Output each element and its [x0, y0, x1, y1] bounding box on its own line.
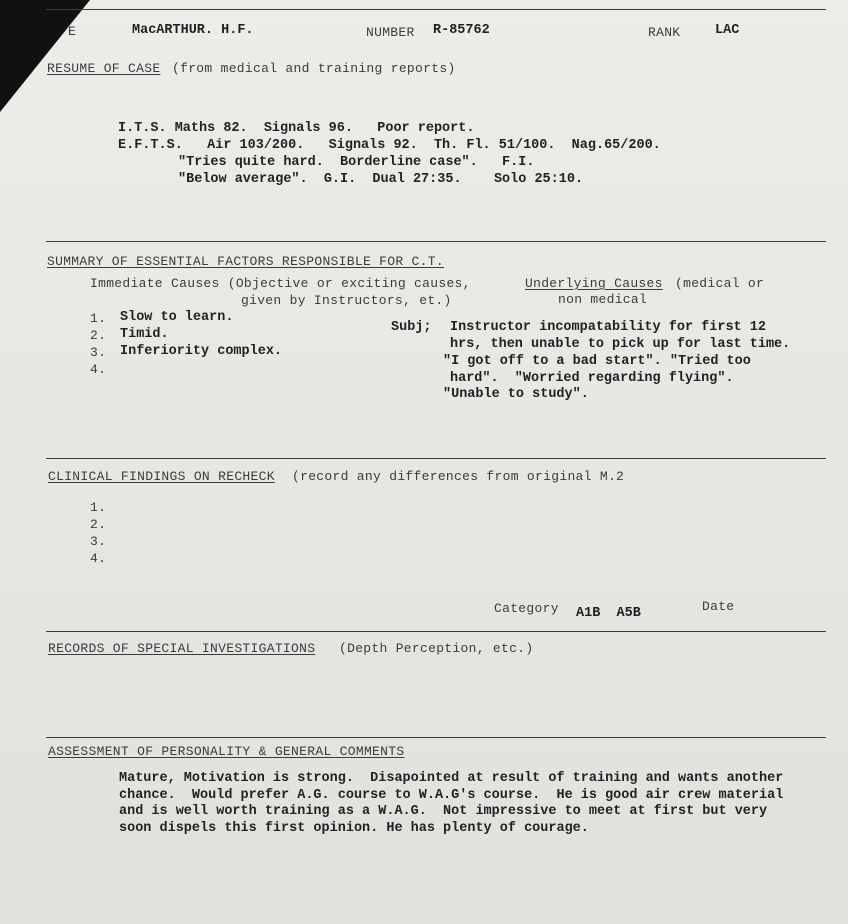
number-value: R-85762	[433, 23, 490, 38]
special-heading-note: (Depth Perception, etc.)	[339, 641, 534, 656]
number-label: NUMBER	[366, 25, 415, 40]
date-label: Date	[702, 599, 735, 614]
special-heading: RECORDS OF SPECIAL INVESTIGATIONS	[48, 641, 316, 656]
cause-4-number: 4.	[90, 362, 107, 377]
cause-3-number: 3.	[90, 345, 107, 360]
assessment-line-2: chance. Would prefer A.G. course to W.A.G's course. He is good air crew material	[119, 788, 784, 803]
name-value: MacARTHUR. H.F.	[132, 23, 254, 38]
underlying-line-4: hard". "Worried regarding flying".	[450, 371, 734, 386]
special-rule	[46, 631, 826, 632]
underlying-causes-note-2: non medical	[558, 292, 648, 307]
underlying-line-5: "Unable to study".	[443, 387, 589, 402]
assessment-line-4: soon dispels this first opinion. He has plenty of courage.	[119, 821, 589, 836]
torn-corner	[0, 0, 90, 112]
clinical-item-3: 3.	[90, 534, 107, 549]
category-label: Category	[494, 601, 559, 616]
underlying-line-3: "I got off to a bad start". "Tried too	[443, 354, 751, 369]
name-label: E	[68, 24, 77, 39]
clinical-heading-note: (record any differences from original M.2	[292, 469, 625, 484]
rank-value: LAC	[715, 23, 740, 38]
clinical-item-4: 4.	[90, 551, 107, 566]
resume-line-4: "Below average". G.I. Dual 27:35. Solo 25:10.	[178, 172, 584, 187]
category-value: A1B A5B	[576, 606, 641, 621]
resume-line-3: "Tries quite hard. Borderline case". F.I.	[178, 155, 535, 170]
cause-1-text: Slow to learn.	[120, 310, 234, 325]
cause-2-number: 2.	[90, 328, 107, 343]
summary-rule	[46, 241, 826, 242]
resume-line-2: E.F.T.S. Air 103/200. Signals 92. Th. Fl. 51/100. Nag.65/200.	[118, 138, 661, 153]
clinical-heading: CLINICAL FINDINGS ON RECHECK	[48, 469, 275, 484]
assessment-rule	[46, 737, 826, 738]
underlying-line-1: Instructor incompatability for first 12	[450, 320, 766, 335]
cause-3-text: Inferiority complex.	[120, 344, 283, 359]
clinical-rule	[46, 458, 826, 459]
assessment-line-1: Mature, Motivation is strong. Disapointed at result of training and wants another	[119, 771, 784, 786]
immediate-causes-label: Immediate Causes (Objective or exciting causes,	[90, 276, 471, 291]
resume-heading-note: (from medical and training reports)	[172, 61, 456, 76]
assessment-line-3: and is well worth training as a W.A.G. Not impressive to meet at first but very	[119, 804, 768, 819]
cause-2-text: Timid.	[120, 327, 169, 342]
assessment-heading: ASSESSMENT OF PERSONALITY & GENERAL COMMENTS	[48, 744, 405, 759]
clinical-item-2: 2.	[90, 517, 107, 532]
immediate-causes-label-2: given by Instructors, et.)	[241, 293, 452, 308]
resume-line-1: I.T.S. Maths 82. Signals 96. Poor report.	[118, 121, 475, 136]
clinical-item-1: 1.	[90, 500, 107, 515]
summary-heading: SUMMARY OF ESSENTIAL FACTORS RESPONSIBLE FOR C.T.	[47, 254, 444, 269]
underlying-causes-label: Underlying Causes	[525, 276, 663, 291]
resume-heading: RESUME OF CASE	[47, 61, 161, 76]
underlying-causes-note: (medical or	[675, 276, 765, 291]
cause-1-number: 1.	[90, 311, 107, 326]
underlying-line-2: hrs, then unable to pick up for last time.	[450, 337, 791, 352]
top-rule	[46, 9, 826, 10]
rank-label: RANK	[648, 25, 681, 40]
subj-label: Subj;	[391, 320, 432, 335]
